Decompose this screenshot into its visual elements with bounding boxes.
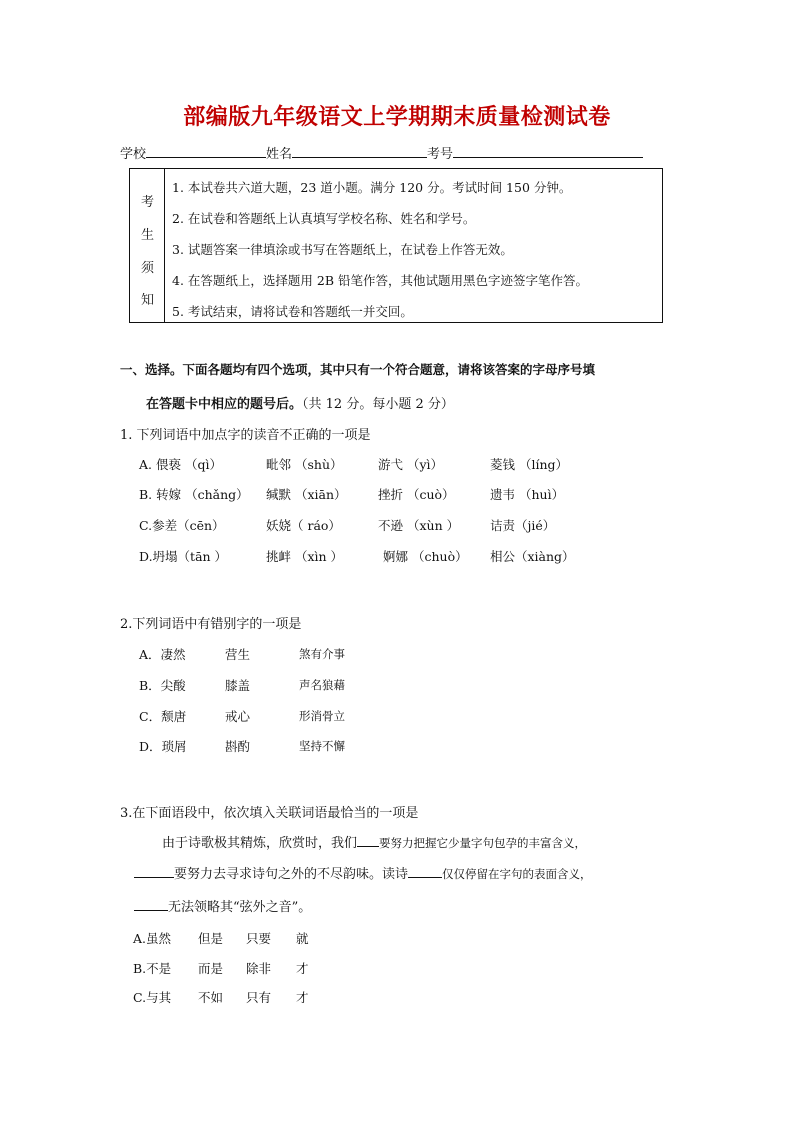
notice-side-char: 考 — [140, 195, 154, 210]
name-label: 姓名 — [266, 147, 293, 162]
q2-option: D．琐屑 — [139, 739, 187, 754]
section1-score: （共 12 分。每小题 2 分） — [302, 397, 454, 412]
q2-option: 斟酌 — [225, 739, 251, 754]
section1-instruction-cont — [146, 393, 454, 412]
q3-option: 才 — [296, 961, 309, 976]
student-info-line — [120, 143, 643, 162]
q1-option: 菱钱 （líng） — [490, 457, 569, 472]
q1-option: 婀娜 （chuò） — [383, 549, 468, 564]
notice-item: 1. 本试卷共六道大题，23 道小题。满分 120 分。考试时间 150 分钟。 — [172, 180, 572, 195]
q2-option: 声名狼藉 — [299, 678, 345, 692]
q3-passage-text: 要努力把握它少量字句包孕的丰富含义， — [379, 836, 587, 850]
notice-side-char: 知 — [140, 293, 154, 308]
notice-side-char: 生 — [140, 228, 154, 243]
q3-option: 除非 — [246, 961, 272, 976]
q3-passage-text: 由于诗歌极其精炼，欣赏时，我们 — [162, 836, 358, 851]
q2-option: 形消骨立 — [299, 709, 345, 723]
q2-option: 煞有介事 — [299, 647, 345, 661]
q1-option: D.坍塌（tān ） — [139, 549, 228, 564]
notice-side-label — [130, 169, 165, 322]
section1-instruction: 一、选择。下面各题均有四个选项，其中只有一个符合题意，请将该答案的字母序号填 — [120, 362, 596, 377]
exam-notice-box — [129, 168, 663, 323]
q3-blank-2[interactable] — [134, 866, 174, 878]
notice-item: 3. 试题答案一律填涂或书写在答题纸上，在试卷上作答无效。 — [172, 242, 513, 257]
q3-option: 而是 — [198, 961, 224, 976]
school-label: 学校 — [120, 147, 147, 162]
q3-blank-4[interactable] — [134, 899, 168, 911]
q1-option: 遗韦 （huì） — [490, 487, 565, 502]
q2-option: C．颓唐 — [139, 709, 187, 724]
q3-option: 才 — [296, 990, 309, 1005]
q1-option: 挑衅 （xìn ） — [266, 549, 344, 564]
q3-passage-text: 要努力去寻求诗句之外的不尽韵味。读诗 — [174, 867, 409, 882]
q1-option: 缄默 （xiān） — [266, 487, 347, 502]
q3-passage-text: 无法领略其“弦外之音”。 — [168, 900, 312, 915]
q3-passage-line3 — [134, 896, 311, 915]
q1-option: C.参差（cēn） — [139, 518, 225, 533]
q3-passage-line1 — [162, 832, 586, 851]
school-blank[interactable] — [146, 145, 266, 158]
q3-option: 但是 — [198, 931, 224, 946]
q2-option: 膝盖 — [225, 678, 251, 693]
q1-option: 挫折 （cuò） — [378, 487, 455, 502]
q1-option: 毗邻 （shù） — [266, 457, 343, 472]
notice-item: 5. 考试结束，请将试卷和答题纸一并交回。 — [172, 304, 413, 319]
q2-option: B．尖酸 — [139, 678, 186, 693]
q3-option: B.不是 — [133, 961, 172, 976]
q3-stem: 3.在下面语段中，依次填入关联词语最恰当的一项是 — [120, 806, 419, 821]
q2-option: A．凄然 — [139, 647, 186, 662]
q1-option: 诘责（jié） — [490, 518, 556, 533]
q2-stem: 2.下列词语中有错别字的一项是 — [120, 617, 302, 632]
page-title: 部编版九年级语文上学期期末质量检测试卷 — [183, 105, 611, 130]
q3-option: 不如 — [198, 990, 224, 1005]
q3-blank-1[interactable] — [357, 835, 379, 847]
q3-option: 只有 — [246, 990, 272, 1005]
q1-option: 相公（xiàng） — [490, 549, 575, 564]
notice-item: 2. 在试卷和答题纸上认真填写学校名称、姓名和学号。 — [172, 211, 476, 226]
notice-item: 4. 在答题纸上，选择题用 2B 铅笔作答，其他试题用黑色字迹签字笔作答。 — [172, 273, 588, 288]
q3-option: A.虽然 — [133, 931, 172, 946]
q3-passage-line2 — [134, 863, 592, 882]
q1-option: 妖娆（ ráo） — [266, 518, 341, 533]
q1-stem: 1. 下列词语中加点字的读音不正确的一项是 — [120, 428, 371, 443]
q3-blank-3[interactable] — [408, 866, 442, 878]
q1-option: A. 偎亵 （qì） — [139, 457, 222, 472]
q2-option: 戒心 — [225, 709, 251, 724]
q1-option: 游弋 （yì） — [378, 457, 444, 472]
exam-no-label: 考号 — [427, 147, 454, 162]
notice-side-char: 须 — [140, 261, 154, 276]
q1-option: 不逊 （xùn ） — [378, 518, 460, 533]
q3-option: 只要 — [246, 931, 272, 946]
section1-instruction-bold: 在答题卡中相应的题号后。 — [146, 397, 303, 412]
q3-passage-text: 仅仅停留在字句的表面含义， — [442, 867, 592, 881]
q2-option: 营生 — [225, 647, 251, 662]
q2-option: 坚持不懈 — [299, 739, 345, 753]
exam-no-blank[interactable] — [453, 145, 643, 158]
q3-option: 就 — [296, 931, 309, 946]
name-blank[interactable] — [292, 145, 427, 158]
q3-option: C.与其 — [133, 990, 172, 1005]
q1-option: B. 转嫁 （chǎng） — [139, 487, 249, 502]
